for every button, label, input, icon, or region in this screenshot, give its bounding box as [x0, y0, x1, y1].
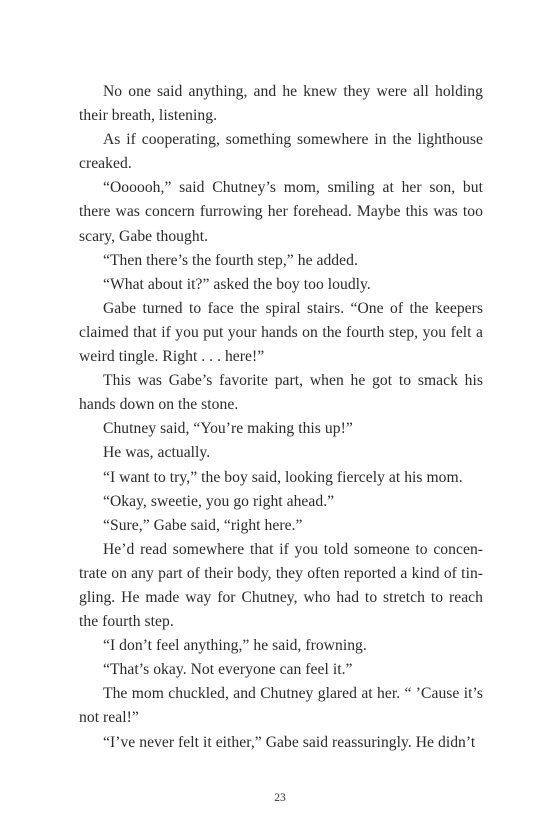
- paragraph: He was, actually.: [103, 444, 211, 462]
- paragraph: “That’s okay. Not everyone can feel it.”: [103, 661, 353, 679]
- page-number: 23: [274, 792, 286, 804]
- paragraph: As if cooperating, something somewhere in the lighthouse creaked.: [79, 131, 483, 173]
- paragraph: “Okay, sweetie, you go right ahead.”: [103, 492, 335, 510]
- paragraph: This was Gabe’s favorite part, when he got to smack his hands down on the stone.: [79, 372, 483, 414]
- paragraph: “Sure,” Gabe said, “right here.”: [103, 516, 303, 534]
- page-body: [79, 80, 483, 755]
- paragraph: He’d read somewhere that if you told someone to concentrate on any part of their body, they often reported a kind of tingling. He made way for Chutney, who had to stretch to reach the fourth step.: [79, 540, 483, 631]
- paragraph: The mom chuckled, and Chutney glared at her. “ ’Cause it’s not real!”: [79, 685, 483, 727]
- paragraph: Gabe turned to face the spiral stairs. “One of the keepers claimed that if you put your hands on the fourth step, you felt a weird tingle. Right . . . here!”: [79, 299, 483, 366]
- paragraph: No one said anything, and he knew they were all holding their breath, listening.: [79, 83, 483, 125]
- paragraph: Chutney said, “You’re making this up!”: [103, 420, 353, 438]
- paragraph: “Then there’s the fourth step,” he added.: [103, 251, 358, 269]
- paragraph: “Oooooh,” said Chutney’s mom, smiling at her son, but there was concern furrowing her forehead. Maybe this was too scary, Gabe thought.: [79, 179, 483, 245]
- paragraph: “I want to try,” the boy said, looking fiercely at his mom.: [103, 468, 463, 486]
- paragraph: “What about it?” asked the boy too loudly.: [103, 275, 371, 293]
- paragraph: “I don’t feel anything,” he said, frowning.: [103, 637, 367, 655]
- paragraph: “I’ve never felt it either,” Gabe said reassuringly. He didn’t: [103, 733, 476, 751]
